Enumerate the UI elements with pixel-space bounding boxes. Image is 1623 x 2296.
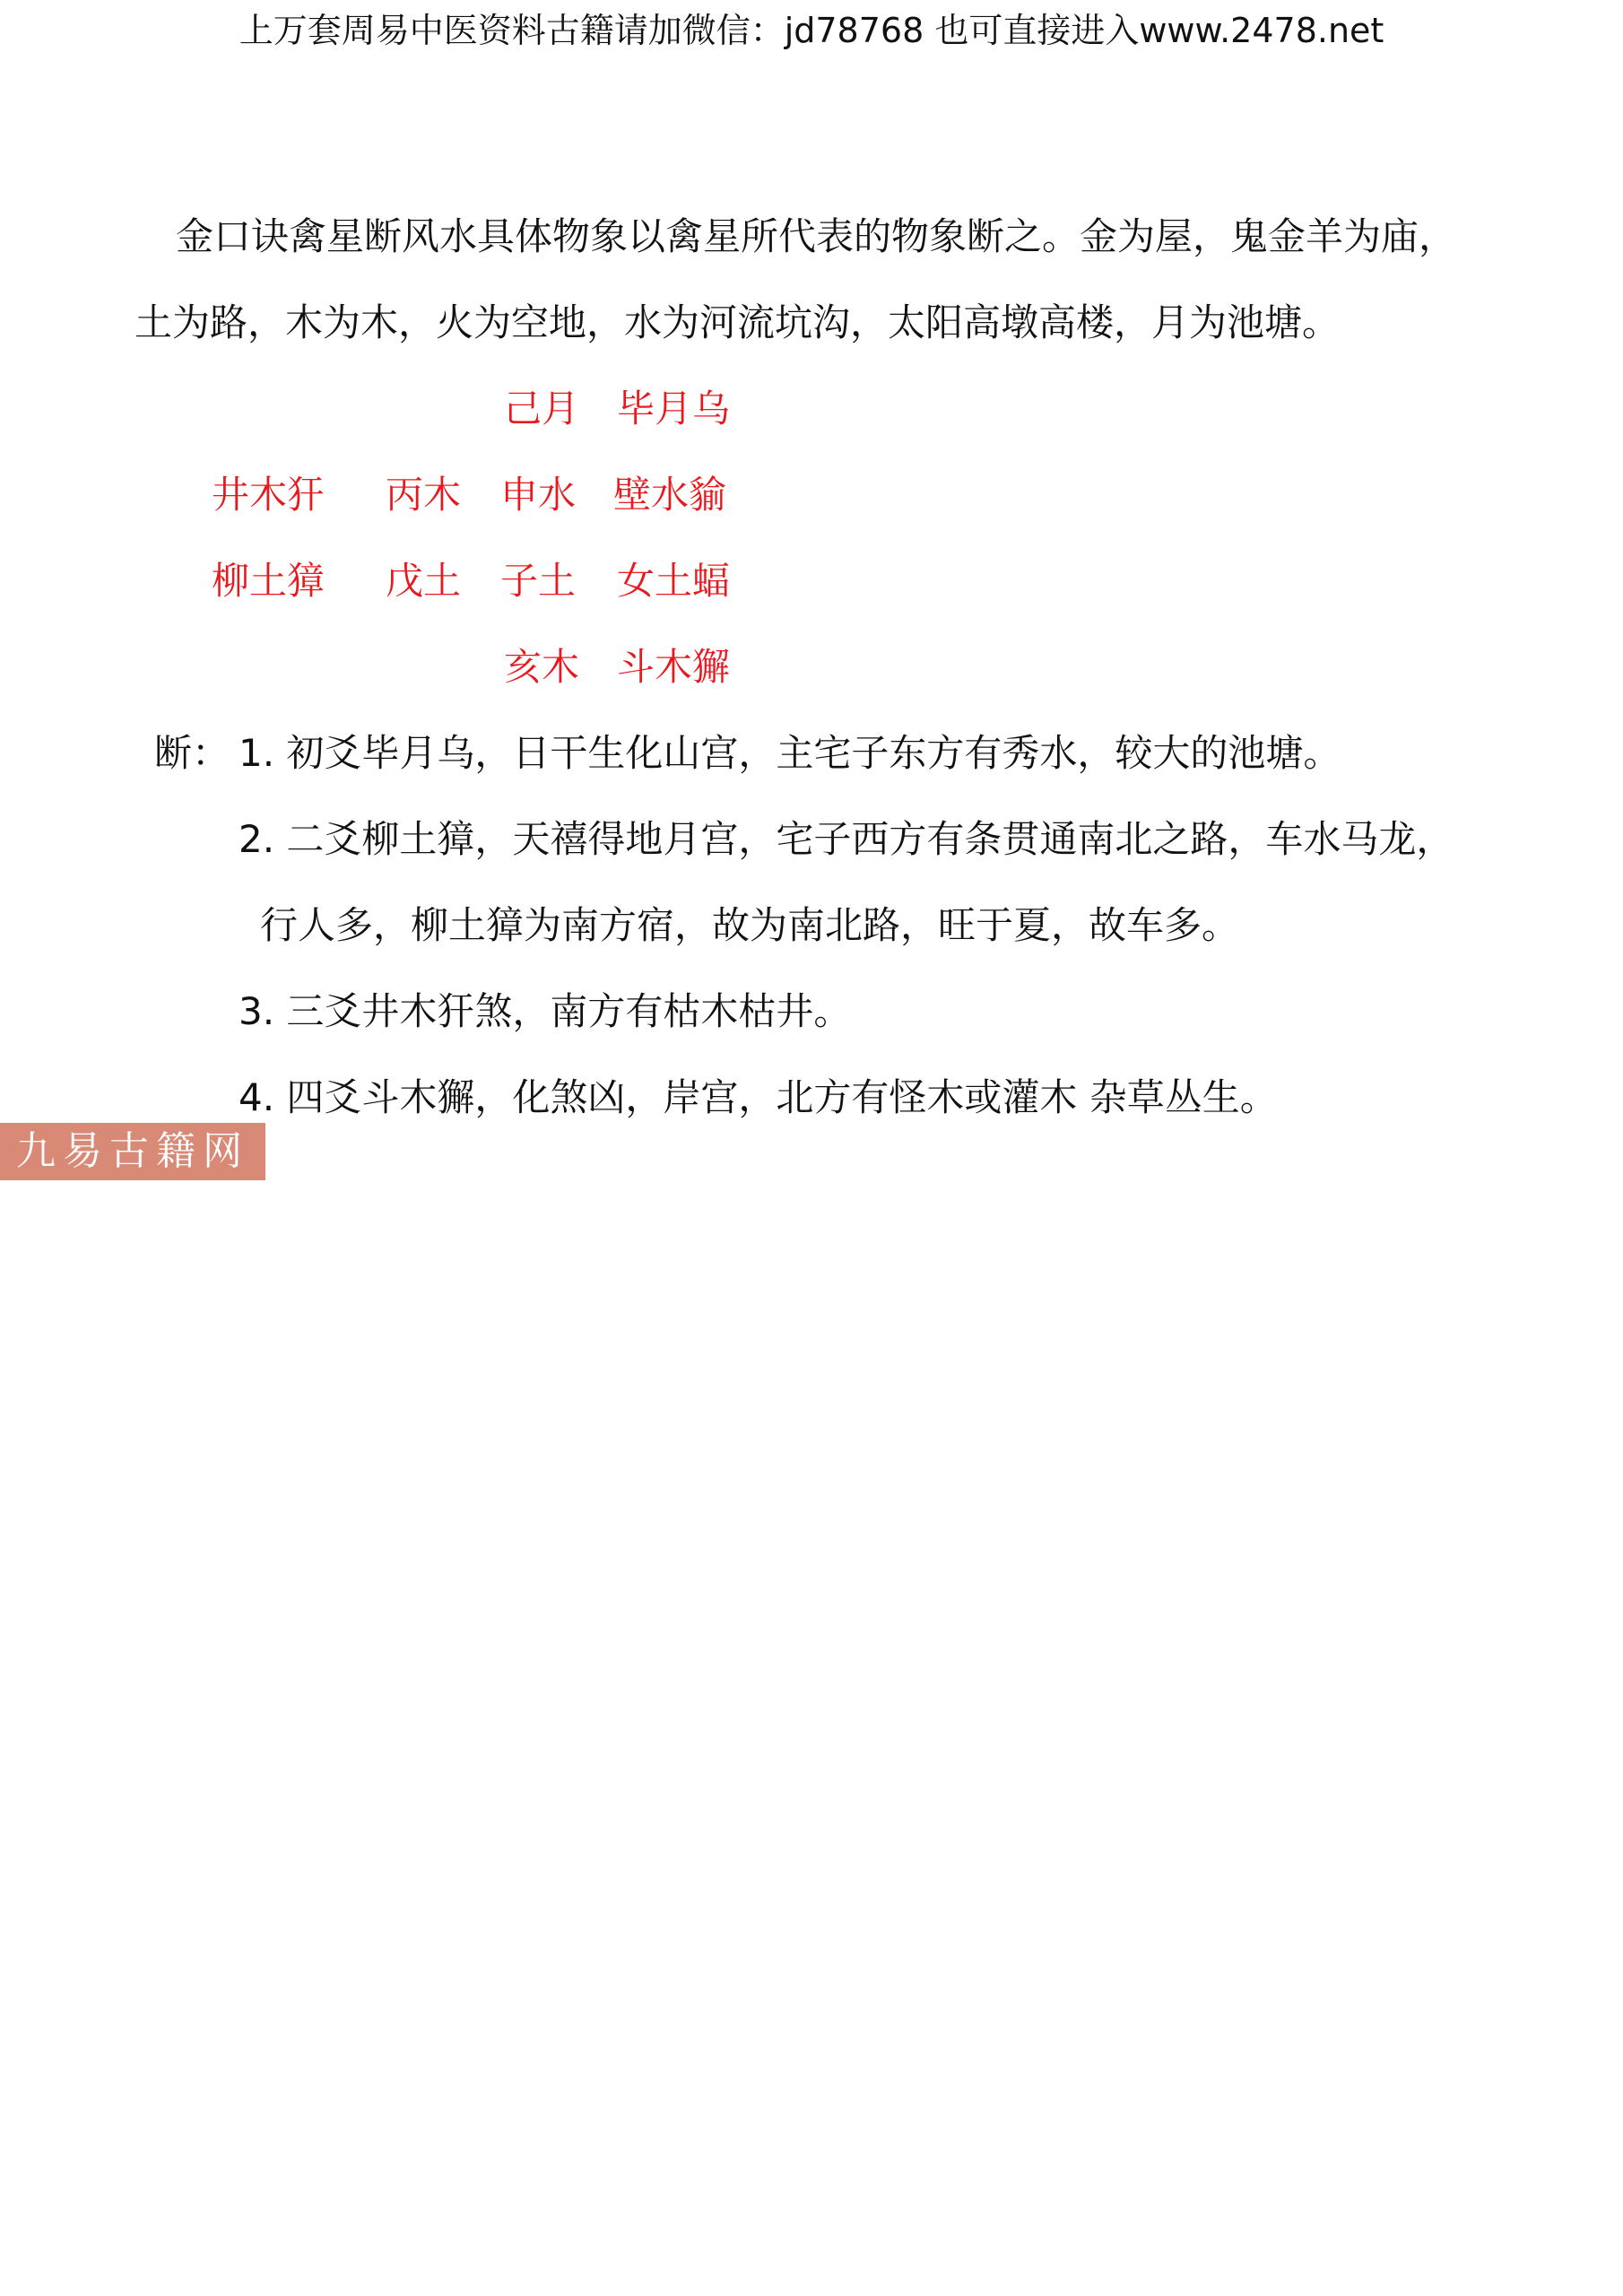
grid-cell-r1c3: 己月 bbox=[504, 387, 580, 430]
judgement-item-4: 4. 四爻斗木獬，化煞凶，岸宫，北方有怪木或灌木 杂草丛生。 bbox=[239, 1075, 1278, 1119]
grid-cell-r3c2: 戊土 bbox=[386, 559, 462, 603]
site-watermark-logo: 九易古籍网 bbox=[0, 1123, 265, 1180]
grid-cell-r2c4: 壁水貐 bbox=[613, 473, 727, 517]
grid-cell-r2c2: 丙木 bbox=[386, 473, 462, 517]
grid-cell-r4c3: 亥木 bbox=[504, 645, 580, 689]
judgement-item-3: 3. 三爻井木犴煞，南方有枯木枯井。 bbox=[239, 989, 852, 1033]
grid-cell-r4c4: 斗木獬 bbox=[617, 645, 731, 689]
grid-cell-r1c4: 毕月乌 bbox=[617, 387, 731, 430]
intro-line-2: 土为路，木为木，火为空地，水为河流坑沟，太阳高墩高楼，月为池塘。 bbox=[135, 300, 1341, 344]
judgement-item-2-line-2: 行人多，柳土獐为南方宿，故为南北路，旺于夏，故车多。 bbox=[260, 903, 1240, 947]
grid-cell-r3c3: 子土 bbox=[500, 559, 577, 603]
page-header-banner: 上万套周易中医资料古籍请加微信：jd78768 也可直接进入www.2478.net bbox=[239, 11, 1384, 50]
grid-cell-r2c3: 申水 bbox=[500, 473, 577, 517]
judgement-prefix: 断： bbox=[154, 731, 230, 775]
judgement-item-2-line-1: 2. 二爻柳土獐，天禧得地月宫，宅子西方有条贯通南北之路，车水马龙， bbox=[239, 817, 1454, 861]
grid-cell-r2c1: 井木犴 bbox=[212, 473, 325, 517]
intro-line-1: 金口诀禽星断风水具体物象以禽星所代表的物象断之。金为屋，鬼金羊为庙， bbox=[176, 214, 1457, 258]
judgement-item-1: 1. 初爻毕月乌，日干生化山宫，主宅子东方有秀水，较大的池塘。 bbox=[239, 731, 1341, 775]
grid-cell-r3c4: 女土蝠 bbox=[617, 559, 731, 603]
grid-cell-r3c1: 柳土獐 bbox=[212, 559, 325, 603]
